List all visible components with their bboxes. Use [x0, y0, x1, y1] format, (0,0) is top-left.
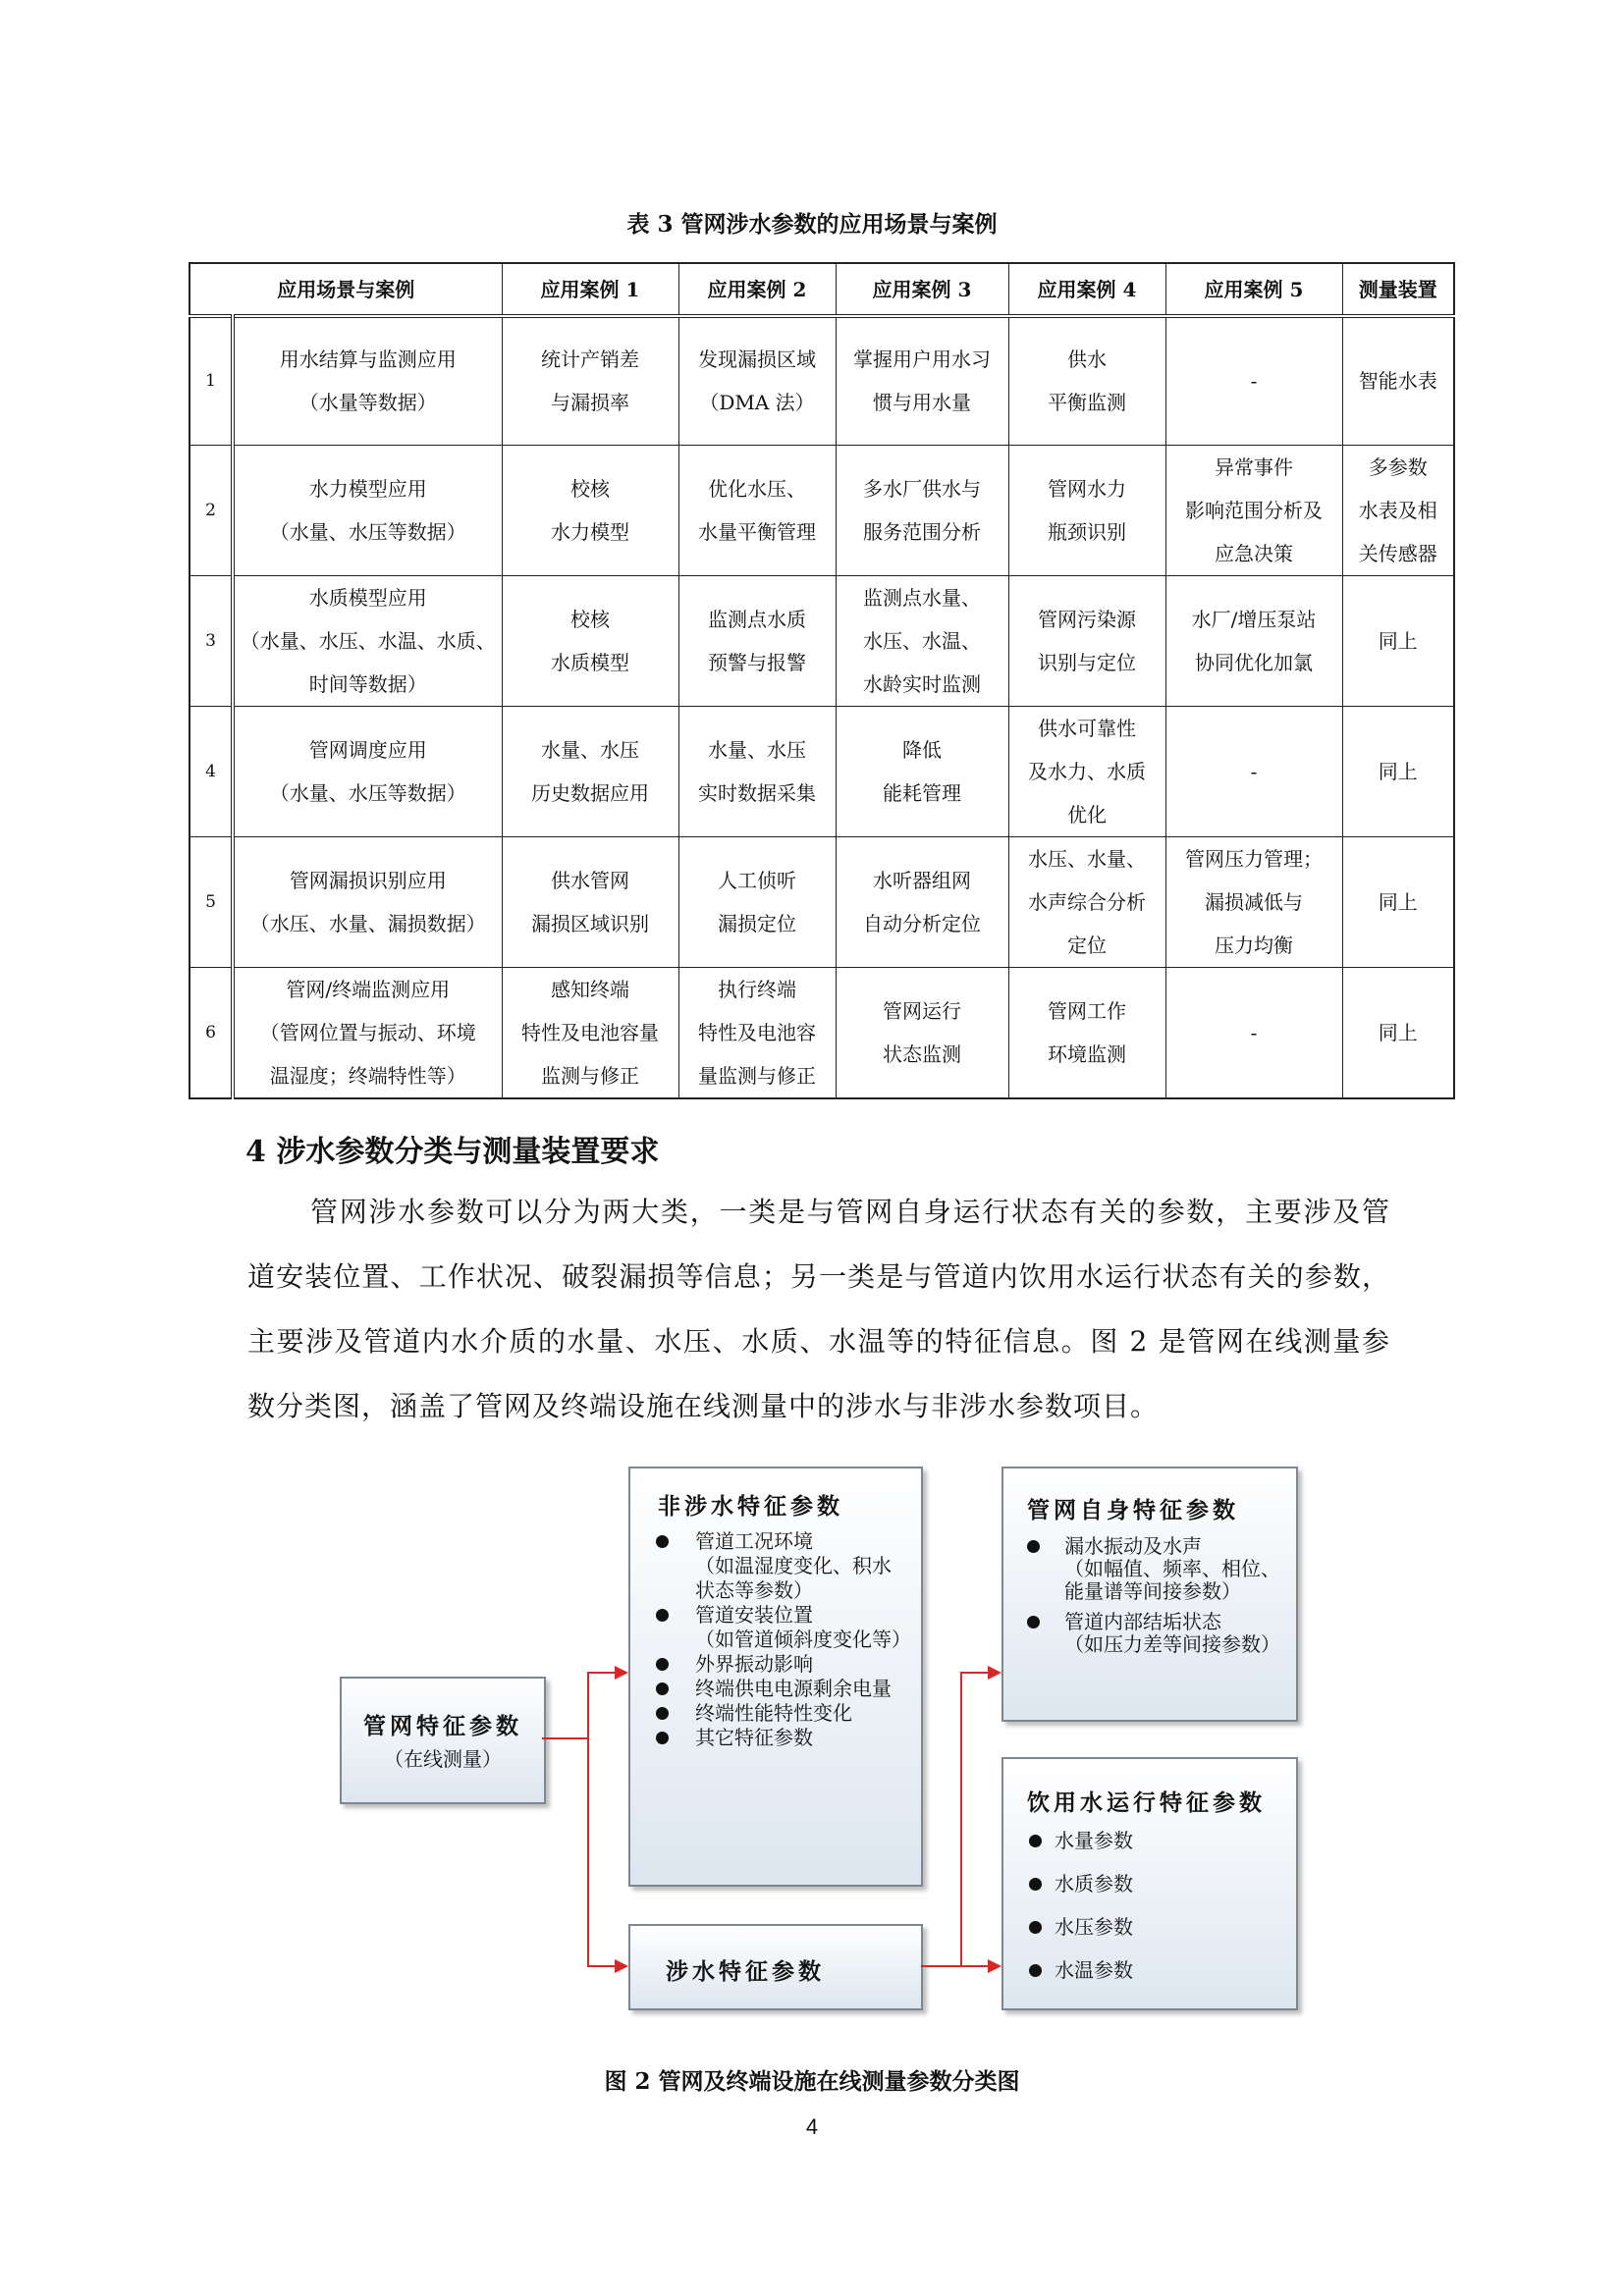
figure-caption: 图 2 管网及终端设施在线测量参数分类图	[604, 2068, 1020, 2095]
connector-to-non-water	[587, 1672, 617, 1674]
table-header-row	[189, 263, 1454, 316]
pipe-self-title: 管网自身特征参数	[1027, 1498, 1239, 1523]
diagram-item-text: 管道工况环境 （如温湿度变化、积水 状态等参数）	[695, 1529, 892, 1602]
table-row	[189, 445, 1454, 575]
bullet-icon	[656, 1609, 669, 1622]
pipe-self-box	[1001, 1467, 1298, 1722]
row-case-2: 监测点水质 预警与报警	[678, 575, 836, 706]
bullet-icon	[1027, 1540, 1040, 1553]
connector-root-vertical	[587, 1672, 589, 1966]
page-number: 4	[805, 2114, 819, 2139]
diagram-item-text: 水量参数	[1055, 1829, 1133, 1852]
row-scenario: 用水结算与监测应用 （水量等数据）	[233, 316, 502, 445]
row-case-2: 优化水压、 水量平衡管理	[678, 445, 836, 575]
application-table	[189, 262, 1455, 1099]
row-case-1: 统计产销差 与漏损率	[502, 316, 678, 445]
arrow-to-water	[615, 1959, 628, 1973]
diagram-list-item	[656, 1677, 921, 1701]
row-number: 5	[189, 836, 233, 967]
row-case-1: 感知终端 特性及电池容量 监测与修正	[502, 967, 678, 1098]
header-scenario: 应用场景与案例	[189, 263, 502, 316]
row-case-2: 人工侦听 漏损定位	[678, 836, 836, 967]
row-case-2: 发现漏损区域 （DMA 法）	[678, 316, 836, 445]
root-title: 管网特征参数	[363, 1714, 522, 1739]
table-caption: 表 3 管网涉水参数的应用场景与案例	[626, 211, 998, 238]
table-row	[189, 836, 1454, 967]
header-case-3: 应用案例 3	[836, 263, 1008, 316]
row-case-5: -	[1165, 316, 1342, 445]
non-water-box	[628, 1467, 923, 1887]
diagram-list-item	[656, 1603, 921, 1652]
connector-water-vertical	[960, 1672, 962, 1967]
section-paragraph: 管网涉水参数可以分为两大类，一类是与管网自身运行状态有关的参数，主要涉及管道安装位置、工作状况、破裂漏损等信息；另一类是与管道内饮用水运行状态有关的参数，主要涉及管道内水介质的水量、水压、水质、水温等的特征信息。图 2 是管网在线测量参数分类图，涵盖了管网及终端设施在线测量中的涉水与非涉水参数项目。	[247, 1196, 1390, 1422]
bullet-icon	[656, 1707, 669, 1720]
row-case-3: 降低 能耗管理	[836, 706, 1008, 836]
row-case-2: 执行终端 特性及电池容 量监测与修正	[678, 967, 836, 1098]
connector-water-out	[921, 1965, 962, 1967]
row-case-4: 供水可靠性 及水力、水质 优化	[1008, 706, 1165, 836]
row-case-3: 水听器组网 自动分析定位	[836, 836, 1008, 967]
row-number: 4	[189, 706, 233, 836]
row-number: 3	[189, 575, 233, 706]
diagram-list-item	[656, 1529, 921, 1603]
connector-to-pipe-self	[960, 1672, 990, 1674]
root-subtitle: （在线测量）	[384, 1747, 502, 1771]
header-case-5: 应用案例 5	[1165, 263, 1342, 316]
row-scenario: 管网/终端监测应用 （管网位置与振动、环境 温湿度；终端特性等）	[233, 967, 502, 1098]
diagram-item-text: 水压参数	[1055, 1915, 1133, 1939]
row-number: 2	[189, 445, 233, 575]
diagram-list-item	[1029, 1912, 1284, 1942]
diagram-item-text: 终端性能特性变化	[695, 1701, 852, 1725]
row-case-1: 校核 水力模型	[502, 445, 678, 575]
water-title: 涉水特征参数	[666, 1959, 825, 1985]
row-device: 智能水表	[1342, 316, 1454, 445]
diagram-list-item	[656, 1652, 921, 1677]
diagram-list-item	[1029, 1869, 1284, 1898]
row-case-3: 多水厂供水与 服务范围分析	[836, 445, 1008, 575]
bullet-icon	[1029, 1835, 1042, 1847]
row-case-5: 水厂/增压泵站 协同优化加氯	[1165, 575, 1342, 706]
row-device: 多参数 水表及相 关传感器	[1342, 445, 1454, 575]
table-row	[189, 706, 1454, 836]
diagram-item-text: 外界振动影响	[695, 1652, 813, 1676]
bullet-icon	[656, 1732, 669, 1744]
bullet-icon	[656, 1535, 669, 1548]
row-case-3: 掌握用户用水习 惯与用水量	[836, 316, 1008, 445]
header-case-1: 应用案例 1	[502, 263, 678, 316]
water-box	[628, 1924, 923, 2010]
row-scenario: 管网调度应用 （水量、水压等数据）	[233, 706, 502, 836]
bullet-icon	[1027, 1616, 1040, 1629]
row-case-5: -	[1165, 706, 1342, 836]
diagram-list-item	[656, 1726, 921, 1750]
drinking-water-box	[1001, 1757, 1298, 2010]
bullet-icon	[656, 1682, 669, 1695]
bullet-icon	[656, 1658, 669, 1671]
arrow-to-non-water	[615, 1666, 628, 1680]
diagram-list-item	[1027, 1535, 1292, 1603]
row-case-4: 供水 平衡监测	[1008, 316, 1165, 445]
row-case-3: 管网运行 状态监测	[836, 967, 1008, 1098]
connector-to-water	[587, 1965, 617, 1967]
row-case-1: 水量、水压 历史数据应用	[502, 706, 678, 836]
row-number: 6	[189, 967, 233, 1098]
diagram-list-item	[1029, 1955, 1284, 1985]
row-case-1: 供水管网 漏损区域识别	[502, 836, 678, 967]
diagram-list-item	[1027, 1611, 1292, 1656]
row-case-5: 管网压力管理； 漏损减低与 压力均衡	[1165, 836, 1342, 967]
drinking-title: 饮用水运行特征参数	[1027, 1790, 1266, 1816]
bullet-icon	[1029, 1964, 1042, 1977]
row-device: 同上	[1342, 836, 1454, 967]
row-case-1: 校核 水质模型	[502, 575, 678, 706]
table-row	[189, 967, 1454, 1098]
diagram-item-text: 管道安装位置 （如管道倾斜度变化等）	[695, 1603, 911, 1651]
row-case-4: 管网水力 瓶颈识别	[1008, 445, 1165, 575]
row-device: 同上	[1342, 575, 1454, 706]
row-scenario: 水力模型应用 （水量、水压等数据）	[233, 445, 502, 575]
diagram-item-text: 漏水振动及水声 （如幅值、频率、相位、 能量谱等间接参数）	[1064, 1534, 1280, 1603]
row-case-5: 异常事件 影响范围分析及 应急决策	[1165, 445, 1342, 575]
bullet-icon	[1029, 1921, 1042, 1934]
bullet-icon	[1029, 1878, 1042, 1891]
arrow-to-pipe-self	[988, 1666, 1001, 1680]
row-case-2: 水量、水压 实时数据采集	[678, 706, 836, 836]
table-row	[189, 316, 1454, 445]
root-box	[340, 1677, 546, 1804]
row-case-3: 监测点水量、 水压、水温、 水龄实时监测	[836, 575, 1008, 706]
header-device: 测量装置	[1342, 263, 1454, 316]
row-case-4: 水压、水量、 水声综合分析 定位	[1008, 836, 1165, 967]
row-device: 同上	[1342, 967, 1454, 1098]
header-case-4: 应用案例 4	[1008, 263, 1165, 316]
arrow-to-drinking	[988, 1959, 1001, 1973]
diagram-item-text: 水温参数	[1055, 1958, 1133, 1982]
diagram-list-item	[656, 1701, 921, 1726]
diagram-item-text: 管道内部结垢状态 （如压力差等间接参数）	[1064, 1610, 1280, 1656]
row-scenario: 水质模型应用 （水量、水压、水温、水质、 时间等数据）	[233, 575, 502, 706]
table-row	[189, 575, 1454, 706]
non-water-title: 非涉水特征参数	[658, 1494, 843, 1520]
connector-to-drinking	[960, 1965, 990, 1967]
header-case-2: 应用案例 2	[678, 263, 836, 316]
row-device: 同上	[1342, 706, 1454, 836]
row-scenario: 管网漏损识别应用 （水压、水量、漏损数据）	[233, 836, 502, 967]
connector-root	[542, 1737, 587, 1739]
diagram-item-text: 终端供电电源剩余电量	[695, 1677, 892, 1700]
diagram-item-text: 其它特征参数	[695, 1726, 813, 1749]
diagram-list-item	[1029, 1826, 1284, 1855]
diagram-item-text: 水质参数	[1055, 1872, 1133, 1896]
section-heading: 4 涉水参数分类与测量装置要求	[245, 1135, 660, 1169]
row-case-4: 管网污染源 识别与定位	[1008, 575, 1165, 706]
row-case-4: 管网工作 环境监测	[1008, 967, 1165, 1098]
row-case-5: -	[1165, 967, 1342, 1098]
row-number: 1	[189, 316, 233, 445]
